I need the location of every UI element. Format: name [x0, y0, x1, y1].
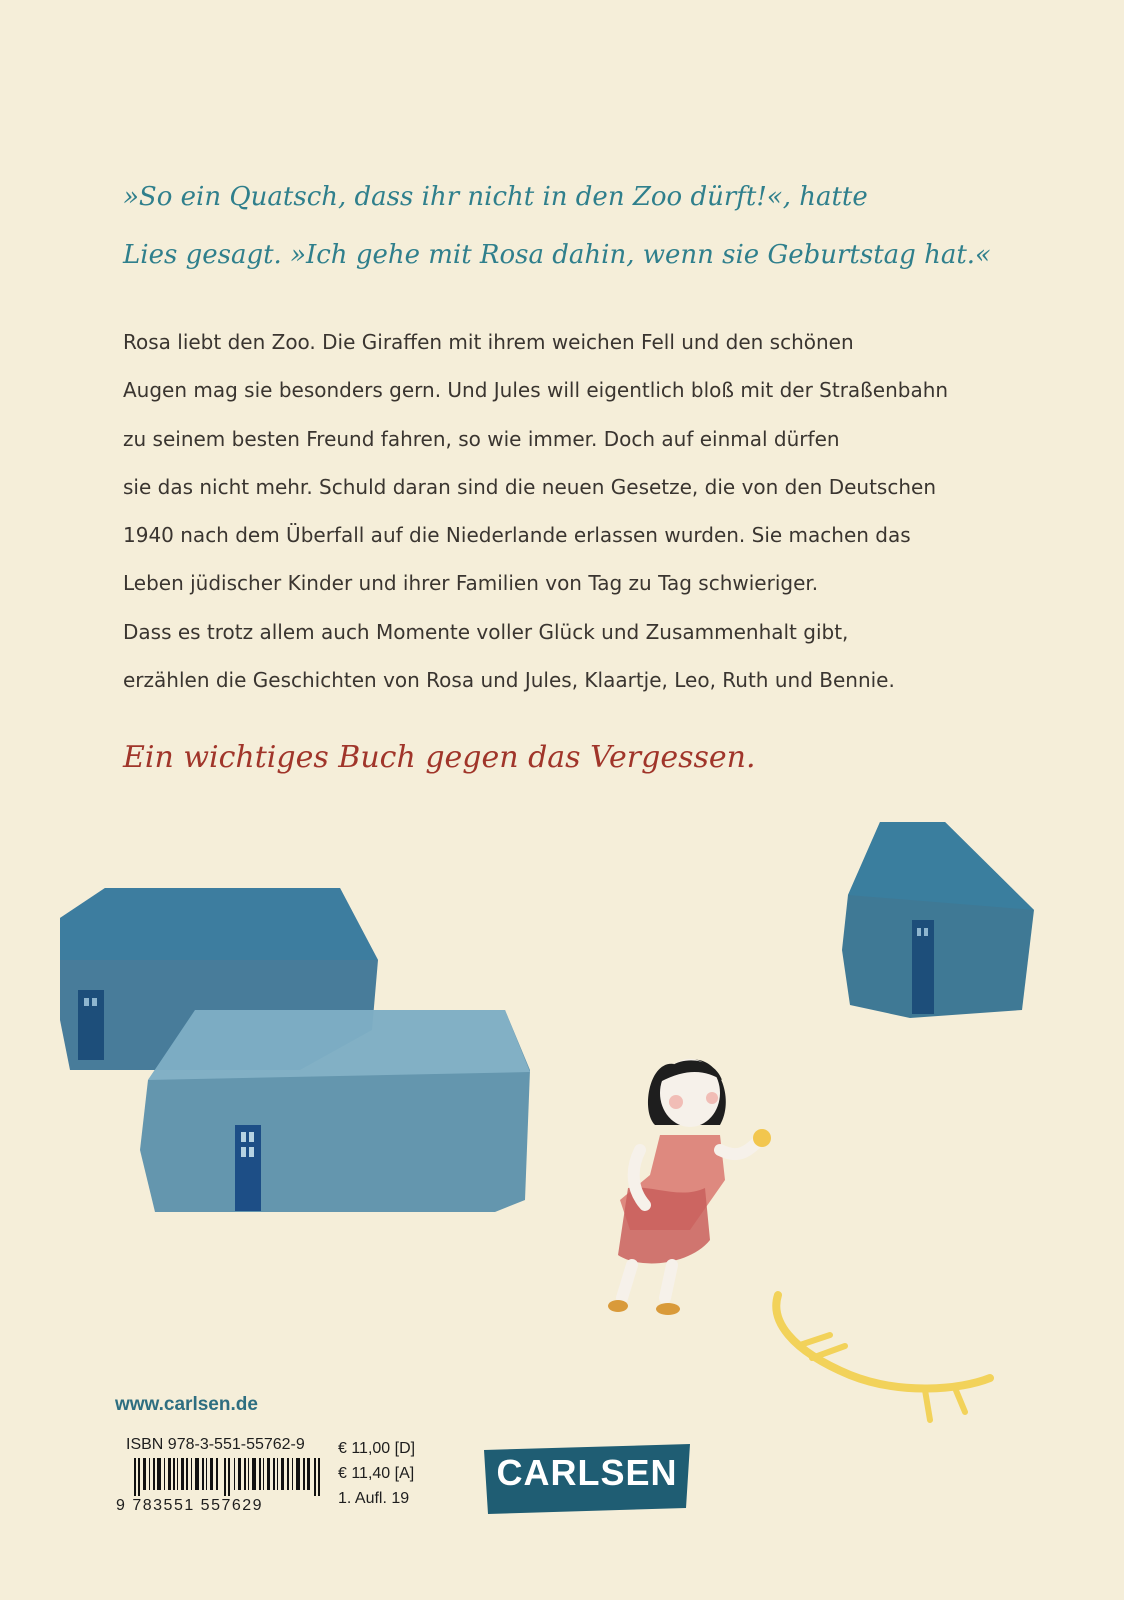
quote-line-2: Lies gesagt. »Ich gehe mit Rosa dahin, wenn sie Geburtstag hat.«	[123, 240, 991, 270]
blurb-line: Augen mag sie besonders gern. Und Jules will eigentlich bloß mit der Straßenbahn	[123, 378, 949, 403]
blurb-text	[123, 318, 1023, 704]
edition-note: 1. Aufl. 19	[338, 1490, 410, 1507]
price-austria: € 11,40 [A]	[338, 1465, 415, 1482]
blurb-line: Leben jüdischer Kinder und ihrer Familien von Tag zu Tag schwieriger.	[123, 571, 819, 596]
blurb-line: sie das nicht mehr. Schuld daran sind die neuen Gesetze, die von den Deutschen	[123, 474, 936, 499]
price-block	[338, 1436, 415, 1511]
isbn-number: ISBN 978-3-551-55762-9	[126, 1436, 305, 1453]
blurb-line: 1940 nach dem Überfall auf die Niederlande erlassen wurden. Sie machen das	[123, 523, 911, 548]
quote-line-1: »So ein Quatsch, dass ihr nicht in den Zoo dürft!«, hatte	[123, 182, 868, 212]
watercolor-illustration	[0, 800, 1124, 1460]
back-cover-quote	[123, 168, 1043, 284]
girl-figure	[608, 1059, 771, 1315]
blurb-line: Rosa liebt den Zoo. Die Giraffen mit ihrem weichen Fell und den schönen	[123, 330, 854, 354]
tagline: Ein wichtiges Buch gegen das Vergessen.	[123, 740, 756, 775]
publisher-logo-text: CARLSEN	[496, 1452, 678, 1493]
house-front	[140, 1010, 530, 1212]
publisher-website[interactable]: www.carlsen.de	[115, 1394, 258, 1415]
price-germany: € 11,00 [D]	[338, 1440, 416, 1457]
yellow-cat	[776, 1295, 990, 1420]
blurb-line: Dass es trotz allem auch Momente voller Glück und Zusammenhalt gibt,	[123, 619, 849, 644]
blurb-line: erzählen die Geschichten von Rosa und Jules, Klaartje, Leo, Ruth und Bennie.	[123, 668, 895, 693]
barcode-digits: 9 783551 557629	[116, 1497, 264, 1514]
barcode-graphic	[116, 1458, 336, 1496]
blurb-line: zu seinem besten Freund fahren, so wie immer. Doch auf einmal dürfen	[123, 426, 840, 451]
house-right	[842, 822, 1034, 1018]
